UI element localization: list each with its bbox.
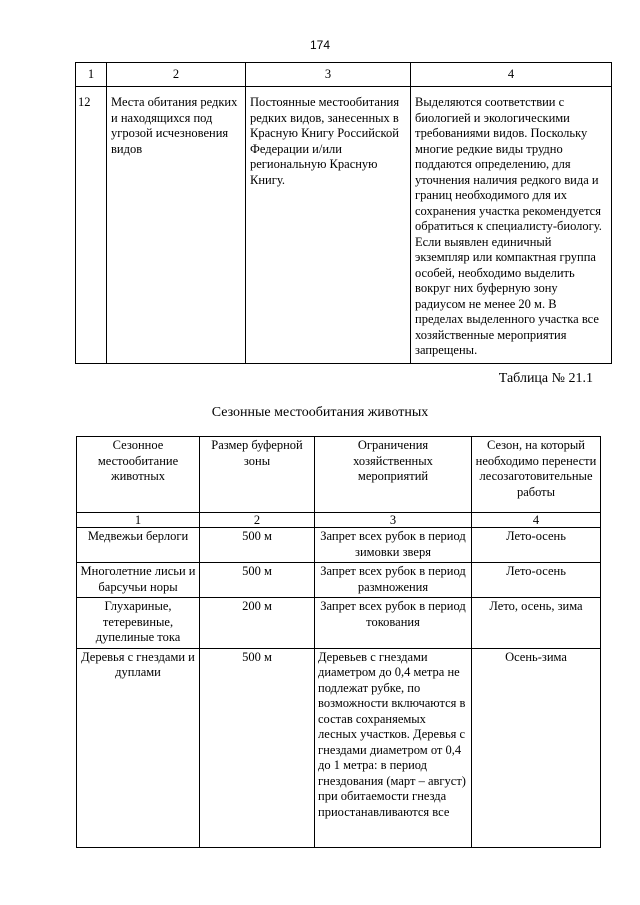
header-habitat: Сезонное местообитание животных [77, 437, 200, 513]
season-cell: Лето, осень, зима [472, 598, 601, 649]
row-name: Места обитания редких и находящихся под угрозой исчезновения видов [107, 87, 246, 364]
buffer-cell: 200 м [200, 598, 315, 649]
header-season: Сезон, на который необходимо перенести лесозаготовительные работы [472, 437, 601, 513]
row-description: Постоянные местообитания редких видов, занесенных в Красную Книгу Российской Федерации и/или региональную Красную Книгу. [246, 87, 411, 364]
column-number-1: 1 [76, 63, 107, 87]
season-cell: Лето-осень [472, 563, 601, 598]
column-numbers-row [77, 513, 601, 528]
buffer-cell: 500 м [200, 528, 315, 563]
season-cell: Осень-зима [472, 648, 601, 847]
buffer-cell: 500 м [200, 563, 315, 598]
restriction-cell: Запрет всех рубок в период размножения [315, 563, 472, 598]
table-header-row [76, 63, 612, 87]
header-buffer: Размер буферной зоны [200, 437, 315, 513]
season-cell: Лето-осень [472, 528, 601, 563]
restriction-cell: Деревьев с гнездами диаметром до 0,4 метра не подлежат рубке, по возможности включаются в состав сохраняемых лесных участков. Деревья с гнездами диаметром от 0,4 до 1 метра: в период гнездования (март – август) при обитаемости гнезда приостанавливаются все [315, 648, 472, 847]
habitat-cell: Многолетние лисьи и барсучьи норы [77, 563, 200, 598]
column-number-2: 2 [107, 63, 246, 87]
habitat-table [75, 62, 612, 364]
habitat-cell: Глухариные, тетеревиные, дупелиные тока [77, 598, 200, 649]
column-number-3: 3 [315, 513, 472, 528]
table-header-row [77, 437, 601, 513]
row-number: 12 [76, 87, 107, 364]
table-row [77, 598, 601, 649]
table-row [77, 528, 601, 563]
header-restriction: Ограничения хозяйственных мероприятий [315, 437, 472, 513]
restriction-cell: Запрет всех рубок в период зимовки зверя [315, 528, 472, 563]
table-row [77, 648, 601, 847]
table-title: Сезонные местообитания животных [211, 405, 429, 420]
column-number-1: 1 [77, 513, 200, 528]
buffer-cell: 500 м [200, 648, 315, 847]
page-number: 174 [309, 38, 331, 52]
column-number-4: 4 [411, 63, 612, 87]
habitat-cell: Медвежьи берлоги [77, 528, 200, 563]
table-caption: Таблица № 21.1 [498, 371, 593, 386]
restriction-cell: Запрет всех рубок в период токования [315, 598, 472, 649]
seasonal-habitats-table [76, 436, 601, 848]
column-number-3: 3 [246, 63, 411, 87]
column-number-2: 2 [200, 513, 315, 528]
column-number-4: 4 [472, 513, 601, 528]
row-notes: Выделяются соответствии с биологией и экологическими требованиями видов. Поскольку многие редкие виды трудно поддаются определению, для уточнения наличия редкого вида и границ необходимого для их сохранения участка рекомендуется обратиться к специалисту-биологу. Если выявлен единичный экземпляр или компактная группа особей, необходимо выделить вокруг них буферную зону радиусом не менее 20 м. В пределах выделенного участка все хозяйственные мероприятия запрещены. [411, 87, 612, 364]
habitat-cell: Деревья с гнездами и дуплами [77, 648, 200, 847]
table-row [76, 87, 612, 364]
table-row [77, 563, 601, 598]
